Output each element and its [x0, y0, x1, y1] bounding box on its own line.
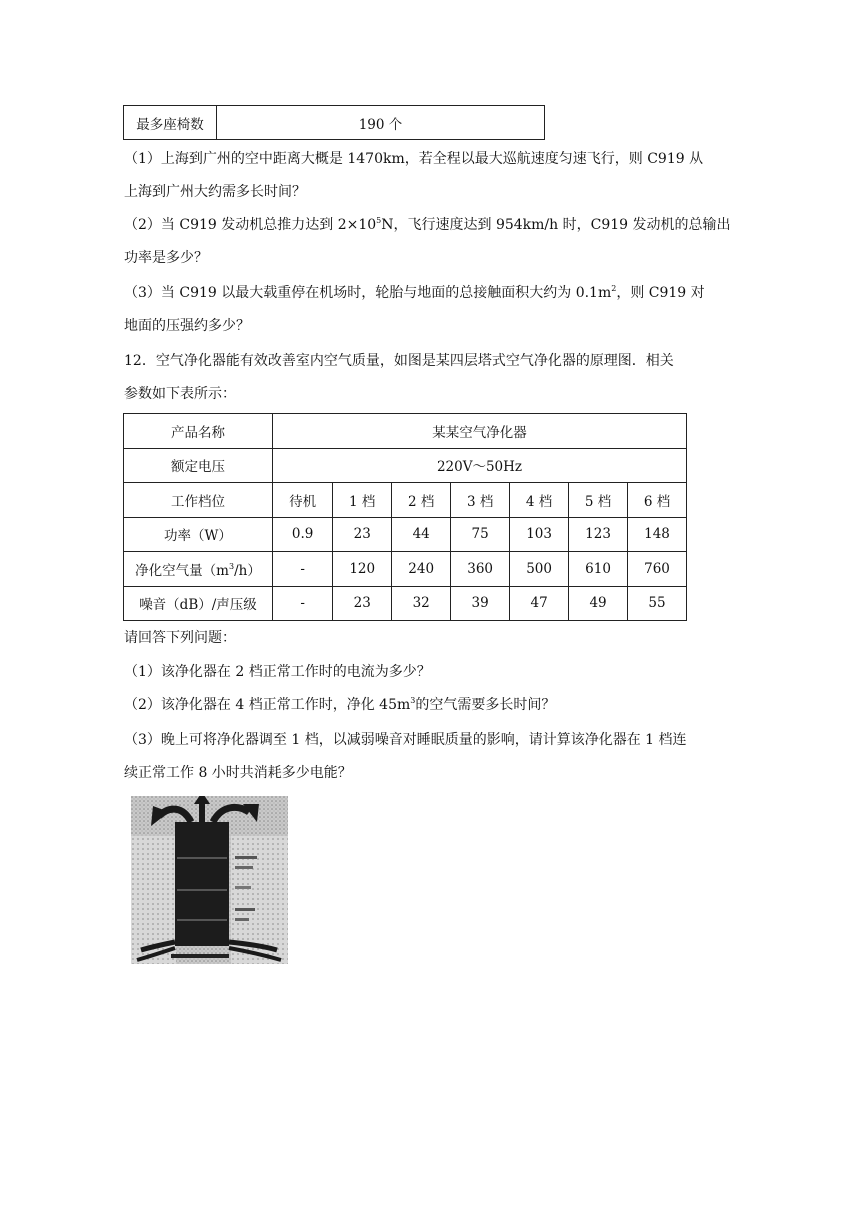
- text-part: （3）当 C919 以最大载重停在机场时，轮胎与地面的总接触面积大约为 0.1m: [124, 285, 612, 301]
- table-cell: 23: [333, 586, 392, 621]
- question-text: 续正常工作 8 小时共消耗多少电能？: [124, 765, 352, 781]
- superscript: 5: [376, 216, 382, 225]
- table-row: [124, 483, 687, 518]
- table-cell: 5 档: [569, 483, 628, 518]
- product-value: 某某空气净化器: [273, 414, 687, 449]
- table-cell: 0.9: [273, 517, 333, 552]
- text-part: （2）该净化器在 4 档正常工作时，净化 45m: [124, 697, 411, 713]
- table-cell: 360: [451, 552, 510, 587]
- table-cell: 103: [510, 517, 569, 552]
- question-12-1: [124, 656, 736, 689]
- question-text: 地面的压强约多少？: [124, 318, 250, 334]
- table-cell: 6 档: [628, 483, 687, 518]
- question-11-3: [124, 277, 736, 343]
- table-cell: 32: [392, 586, 451, 621]
- table-cell: 23: [333, 517, 392, 552]
- table-cell: 120: [333, 552, 392, 587]
- superscript: 3: [228, 561, 235, 571]
- table-cell: 148: [628, 517, 687, 552]
- spec-table: [123, 413, 687, 621]
- text-part: N，飞行速度达到 954km/h 时，C919 发动机的总输出: [381, 217, 731, 233]
- superscript: 3: [410, 696, 416, 705]
- question-12-3: [124, 724, 736, 790]
- table-cell: 4 档: [510, 483, 569, 518]
- question-11-2: [124, 209, 736, 275]
- question-12-prompt: [124, 622, 736, 655]
- question-text: [124, 689, 736, 722]
- text-part: （2）当 C919 发动机总推力达到 2×10: [124, 217, 377, 233]
- voltage-value: 220V～50Hz: [273, 448, 687, 483]
- seat-table: [123, 105, 545, 140]
- table-row: [124, 517, 687, 552]
- table-cell: 待机: [273, 483, 333, 518]
- table-cell: 75: [451, 517, 510, 552]
- question-12-intro: [124, 345, 736, 411]
- text-part: /h）: [234, 562, 261, 579]
- table-cell: 55: [628, 586, 687, 621]
- table-cell: 500: [510, 552, 569, 587]
- seat-value: 190 个: [217, 106, 545, 140]
- table-cell: 49: [569, 586, 628, 621]
- row-header: [124, 552, 273, 587]
- question-text: [124, 209, 736, 242]
- table-cell: 47: [510, 586, 569, 621]
- table-row: [124, 414, 687, 449]
- row-header: 工作档位: [124, 483, 273, 518]
- tower-body: [175, 822, 229, 946]
- question-12-2: [124, 689, 736, 722]
- row-header: 噪音（dB）/声压级: [124, 586, 273, 621]
- text-part: 净化空气量（m: [135, 562, 229, 579]
- text-part: 的空气需要多长时间？: [415, 697, 556, 713]
- table-cell: -: [273, 586, 333, 621]
- table-row: [124, 448, 687, 483]
- row-header: 功率（W）: [124, 517, 273, 552]
- table-row: [124, 552, 687, 587]
- row-header: 额定电压: [124, 448, 273, 483]
- question-text: （3）晚上可将净化器调至 1 档，以减弱噪音对睡眠质量的影响，请计算该净化器在 1 档连: [124, 732, 687, 748]
- table-row: [124, 586, 687, 621]
- table-cell: 123: [569, 517, 628, 552]
- table-cell: 1 档: [333, 483, 392, 518]
- table-cell: 240: [392, 552, 451, 587]
- question-text: [124, 277, 736, 310]
- question-text: 上海到广州大约需多长时间？: [124, 184, 306, 200]
- superscript: 2: [611, 284, 617, 293]
- question-11-1: [124, 143, 736, 209]
- text-part: ，则 C919 对: [616, 285, 705, 301]
- question-text: 请回答下列问题：: [124, 630, 236, 646]
- table-cell: 760: [628, 552, 687, 587]
- question-text: （1）上海到广州的空中距离大概是 1470km，若全程以最大巡航速度匀速飞行，则 C919 从: [124, 151, 704, 167]
- purifier-diagram-image: [131, 796, 288, 964]
- table-row: [124, 106, 545, 140]
- table-cell: 2 档: [392, 483, 451, 518]
- question-text: 功率是多少？: [124, 250, 208, 266]
- seat-label: 最多座椅数: [124, 106, 217, 140]
- table-cell: 3 档: [451, 483, 510, 518]
- question-text: （1）该净化器在 2 档正常工作时的电流为多少？: [124, 664, 431, 680]
- question-text: 参数如下表所示：: [124, 386, 236, 402]
- table-cell: -: [273, 552, 333, 587]
- row-header: 产品名称: [124, 414, 273, 449]
- table-cell: 39: [451, 586, 510, 621]
- table-cell: 610: [569, 552, 628, 587]
- question-text: 12．空气净化器能有效改善室内空气质量，如图是某四层塔式空气净化器的原理图．相关: [124, 353, 674, 369]
- table-cell: 44: [392, 517, 451, 552]
